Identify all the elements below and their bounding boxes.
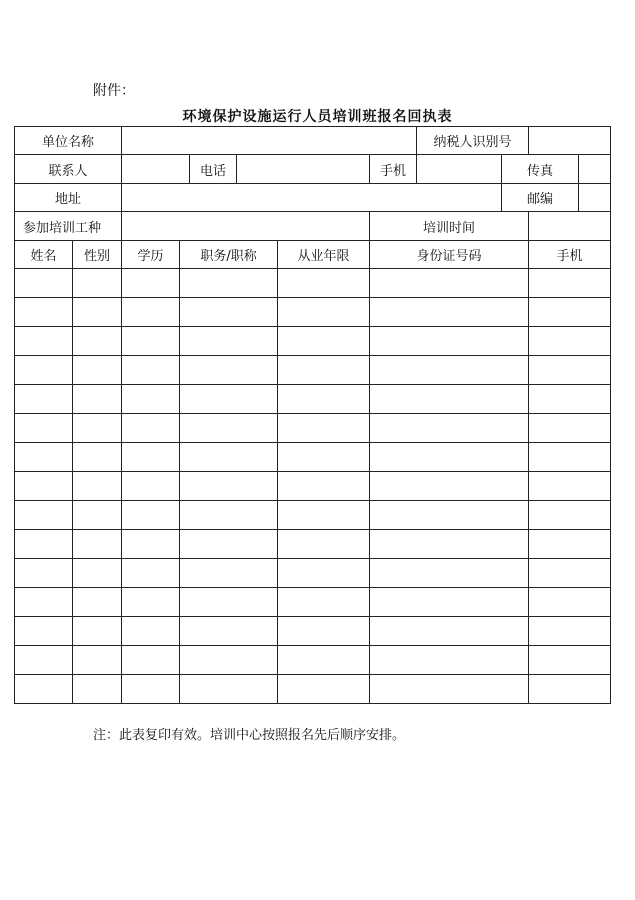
education-cell[interactable] xyxy=(122,559,180,588)
id-number-cell[interactable] xyxy=(370,588,529,617)
fax-field[interactable] xyxy=(579,155,611,184)
unit-name-label: 单位名称 xyxy=(15,127,122,155)
address-field[interactable] xyxy=(122,184,502,212)
id-number-cell[interactable] xyxy=(370,675,529,704)
education-cell[interactable] xyxy=(122,356,180,385)
training-time-label: 培训时间 xyxy=(370,212,529,241)
position-cell[interactable] xyxy=(180,327,278,356)
position-cell[interactable] xyxy=(180,675,278,704)
table-row xyxy=(15,501,611,530)
years-cell[interactable] xyxy=(278,588,370,617)
years-cell[interactable] xyxy=(278,414,370,443)
mobile-field[interactable] xyxy=(417,155,502,184)
mobile-cell[interactable] xyxy=(529,559,611,588)
id-number-cell[interactable] xyxy=(370,269,529,298)
mobile-cell[interactable] xyxy=(529,472,611,501)
postcode-label: 邮编 xyxy=(502,184,579,212)
education-cell[interactable] xyxy=(122,269,180,298)
phone-label: 电话 xyxy=(190,155,237,184)
form-title: 环境保护设施运行人员培训班报名回执表 xyxy=(182,109,453,125)
col-header-id-number: 身份证号码 xyxy=(370,241,529,269)
id-number-cell[interactable] xyxy=(370,443,529,472)
position-cell[interactable] xyxy=(180,472,278,501)
col-header-mobile: 手机 xyxy=(529,241,611,269)
education-cell[interactable] xyxy=(122,414,180,443)
col-header-position: 职务/职称 xyxy=(180,241,278,269)
name-cell[interactable] xyxy=(15,443,73,472)
years-cell[interactable] xyxy=(278,501,370,530)
id-number-cell[interactable] xyxy=(370,501,529,530)
tax-id-field[interactable] xyxy=(529,127,611,155)
postcode-field[interactable] xyxy=(579,184,611,212)
gender-cell[interactable] xyxy=(73,356,122,385)
position-cell[interactable] xyxy=(180,559,278,588)
mobile-cell[interactable] xyxy=(529,385,611,414)
table-row xyxy=(15,443,611,472)
years-cell[interactable] xyxy=(278,327,370,356)
id-number-cell[interactable] xyxy=(370,530,529,559)
col-header-education: 学历 xyxy=(122,241,180,269)
gender-cell[interactable] xyxy=(73,269,122,298)
col-header-gender: 性别 xyxy=(73,241,122,269)
unit-name-field[interactable] xyxy=(122,127,417,155)
mobile-cell[interactable] xyxy=(529,414,611,443)
id-number-cell[interactable] xyxy=(370,385,529,414)
education-cell[interactable] xyxy=(122,327,180,356)
gender-cell[interactable] xyxy=(73,588,122,617)
id-number-cell[interactable] xyxy=(370,646,529,675)
mobile-cell[interactable] xyxy=(529,298,611,327)
education-cell[interactable] xyxy=(122,298,180,327)
training-type-label: 参加培训工种 xyxy=(15,212,122,241)
table-row xyxy=(15,588,611,617)
years-cell[interactable] xyxy=(278,385,370,414)
gender-cell[interactable] xyxy=(73,675,122,704)
mobile-cell[interactable] xyxy=(529,327,611,356)
table-row xyxy=(15,298,611,327)
name-cell[interactable] xyxy=(15,617,73,646)
mobile-cell[interactable] xyxy=(529,588,611,617)
col-header-years: 从业年限 xyxy=(278,241,370,269)
mobile-cell[interactable] xyxy=(529,501,611,530)
table-row xyxy=(15,617,611,646)
name-cell[interactable] xyxy=(15,646,73,675)
years-cell[interactable] xyxy=(278,298,370,327)
years-cell[interactable] xyxy=(278,269,370,298)
id-number-cell[interactable] xyxy=(370,356,529,385)
table-row xyxy=(15,269,611,298)
position-cell[interactable] xyxy=(180,414,278,443)
years-cell[interactable] xyxy=(278,443,370,472)
address-label: 地址 xyxy=(15,184,122,212)
name-cell[interactable] xyxy=(15,501,73,530)
years-cell[interactable] xyxy=(278,530,370,559)
education-cell[interactable] xyxy=(122,530,180,559)
mobile-cell[interactable] xyxy=(529,356,611,385)
table-row xyxy=(15,414,611,443)
gender-cell[interactable] xyxy=(73,443,122,472)
years-cell[interactable] xyxy=(278,472,370,501)
education-cell[interactable] xyxy=(122,443,180,472)
name-cell[interactable] xyxy=(15,356,73,385)
id-number-cell[interactable] xyxy=(370,414,529,443)
education-cell[interactable] xyxy=(122,385,180,414)
name-cell[interactable] xyxy=(15,414,73,443)
column-header-row xyxy=(15,241,611,269)
gender-cell[interactable] xyxy=(73,559,122,588)
years-cell[interactable] xyxy=(278,356,370,385)
gender-cell[interactable] xyxy=(73,385,122,414)
name-cell[interactable] xyxy=(15,472,73,501)
mobile-cell[interactable] xyxy=(529,269,611,298)
name-cell[interactable] xyxy=(15,588,73,617)
table-row xyxy=(15,675,611,704)
education-cell[interactable] xyxy=(122,472,180,501)
position-cell[interactable] xyxy=(180,385,278,414)
table-row xyxy=(15,530,611,559)
position-cell[interactable] xyxy=(180,501,278,530)
contact-field[interactable] xyxy=(122,155,190,184)
mobile-cell[interactable] xyxy=(529,443,611,472)
position-cell[interactable] xyxy=(180,617,278,646)
table-row xyxy=(15,646,611,675)
name-cell[interactable] xyxy=(15,559,73,588)
position-cell[interactable] xyxy=(180,588,278,617)
mobile-cell[interactable] xyxy=(529,530,611,559)
phone-field[interactable] xyxy=(237,155,370,184)
education-cell[interactable] xyxy=(122,646,180,675)
tax-id-label: 纳税人识别号 xyxy=(417,127,529,155)
name-cell[interactable] xyxy=(15,298,73,327)
gender-cell[interactable] xyxy=(73,298,122,327)
table-row xyxy=(15,385,611,414)
years-cell[interactable] xyxy=(278,559,370,588)
education-cell[interactable] xyxy=(122,501,180,530)
mobile-label: 手机 xyxy=(370,155,417,184)
position-cell[interactable] xyxy=(180,269,278,298)
years-cell[interactable] xyxy=(278,675,370,704)
name-cell[interactable] xyxy=(15,385,73,414)
mobile-cell[interactable] xyxy=(529,646,611,675)
id-number-cell[interactable] xyxy=(370,559,529,588)
position-cell[interactable] xyxy=(180,530,278,559)
name-cell[interactable] xyxy=(15,530,73,559)
position-cell[interactable] xyxy=(180,298,278,327)
gender-cell[interactable] xyxy=(73,472,122,501)
name-cell[interactable] xyxy=(15,675,73,704)
table-row xyxy=(15,327,611,356)
education-cell[interactable] xyxy=(122,588,180,617)
table-row xyxy=(15,472,611,501)
id-number-cell[interactable] xyxy=(370,298,529,327)
name-cell[interactable] xyxy=(15,327,73,356)
id-number-cell[interactable] xyxy=(370,327,529,356)
gender-cell[interactable] xyxy=(73,327,122,356)
position-cell[interactable] xyxy=(180,443,278,472)
attachment-label: 附件： xyxy=(93,83,135,99)
col-header-name: 姓名 xyxy=(15,241,73,269)
id-number-cell[interactable] xyxy=(370,617,529,646)
registration-table xyxy=(14,126,611,704)
position-cell[interactable] xyxy=(180,356,278,385)
position-cell[interactable] xyxy=(180,646,278,675)
table-row xyxy=(15,559,611,588)
years-cell[interactable] xyxy=(278,617,370,646)
training-type-field[interactable] xyxy=(122,212,370,241)
fax-label: 传真 xyxy=(502,155,579,184)
id-number-cell[interactable] xyxy=(370,472,529,501)
mobile-cell[interactable] xyxy=(529,675,611,704)
mobile-cell[interactable] xyxy=(529,617,611,646)
contact-label: 联系人 xyxy=(15,155,122,184)
registration-form xyxy=(14,126,610,704)
training-time-field[interactable] xyxy=(529,212,611,241)
education-cell[interactable] xyxy=(122,675,180,704)
table-row xyxy=(15,356,611,385)
name-cell[interactable] xyxy=(15,269,73,298)
footer-note: 注：此表复印有效。培训中心按照报名先后顺序安排。 xyxy=(93,728,406,743)
gender-cell[interactable] xyxy=(73,617,122,646)
gender-cell[interactable] xyxy=(73,646,122,675)
years-cell[interactable] xyxy=(278,646,370,675)
gender-cell[interactable] xyxy=(73,530,122,559)
gender-cell[interactable] xyxy=(73,501,122,530)
education-cell[interactable] xyxy=(122,617,180,646)
gender-cell[interactable] xyxy=(73,414,122,443)
